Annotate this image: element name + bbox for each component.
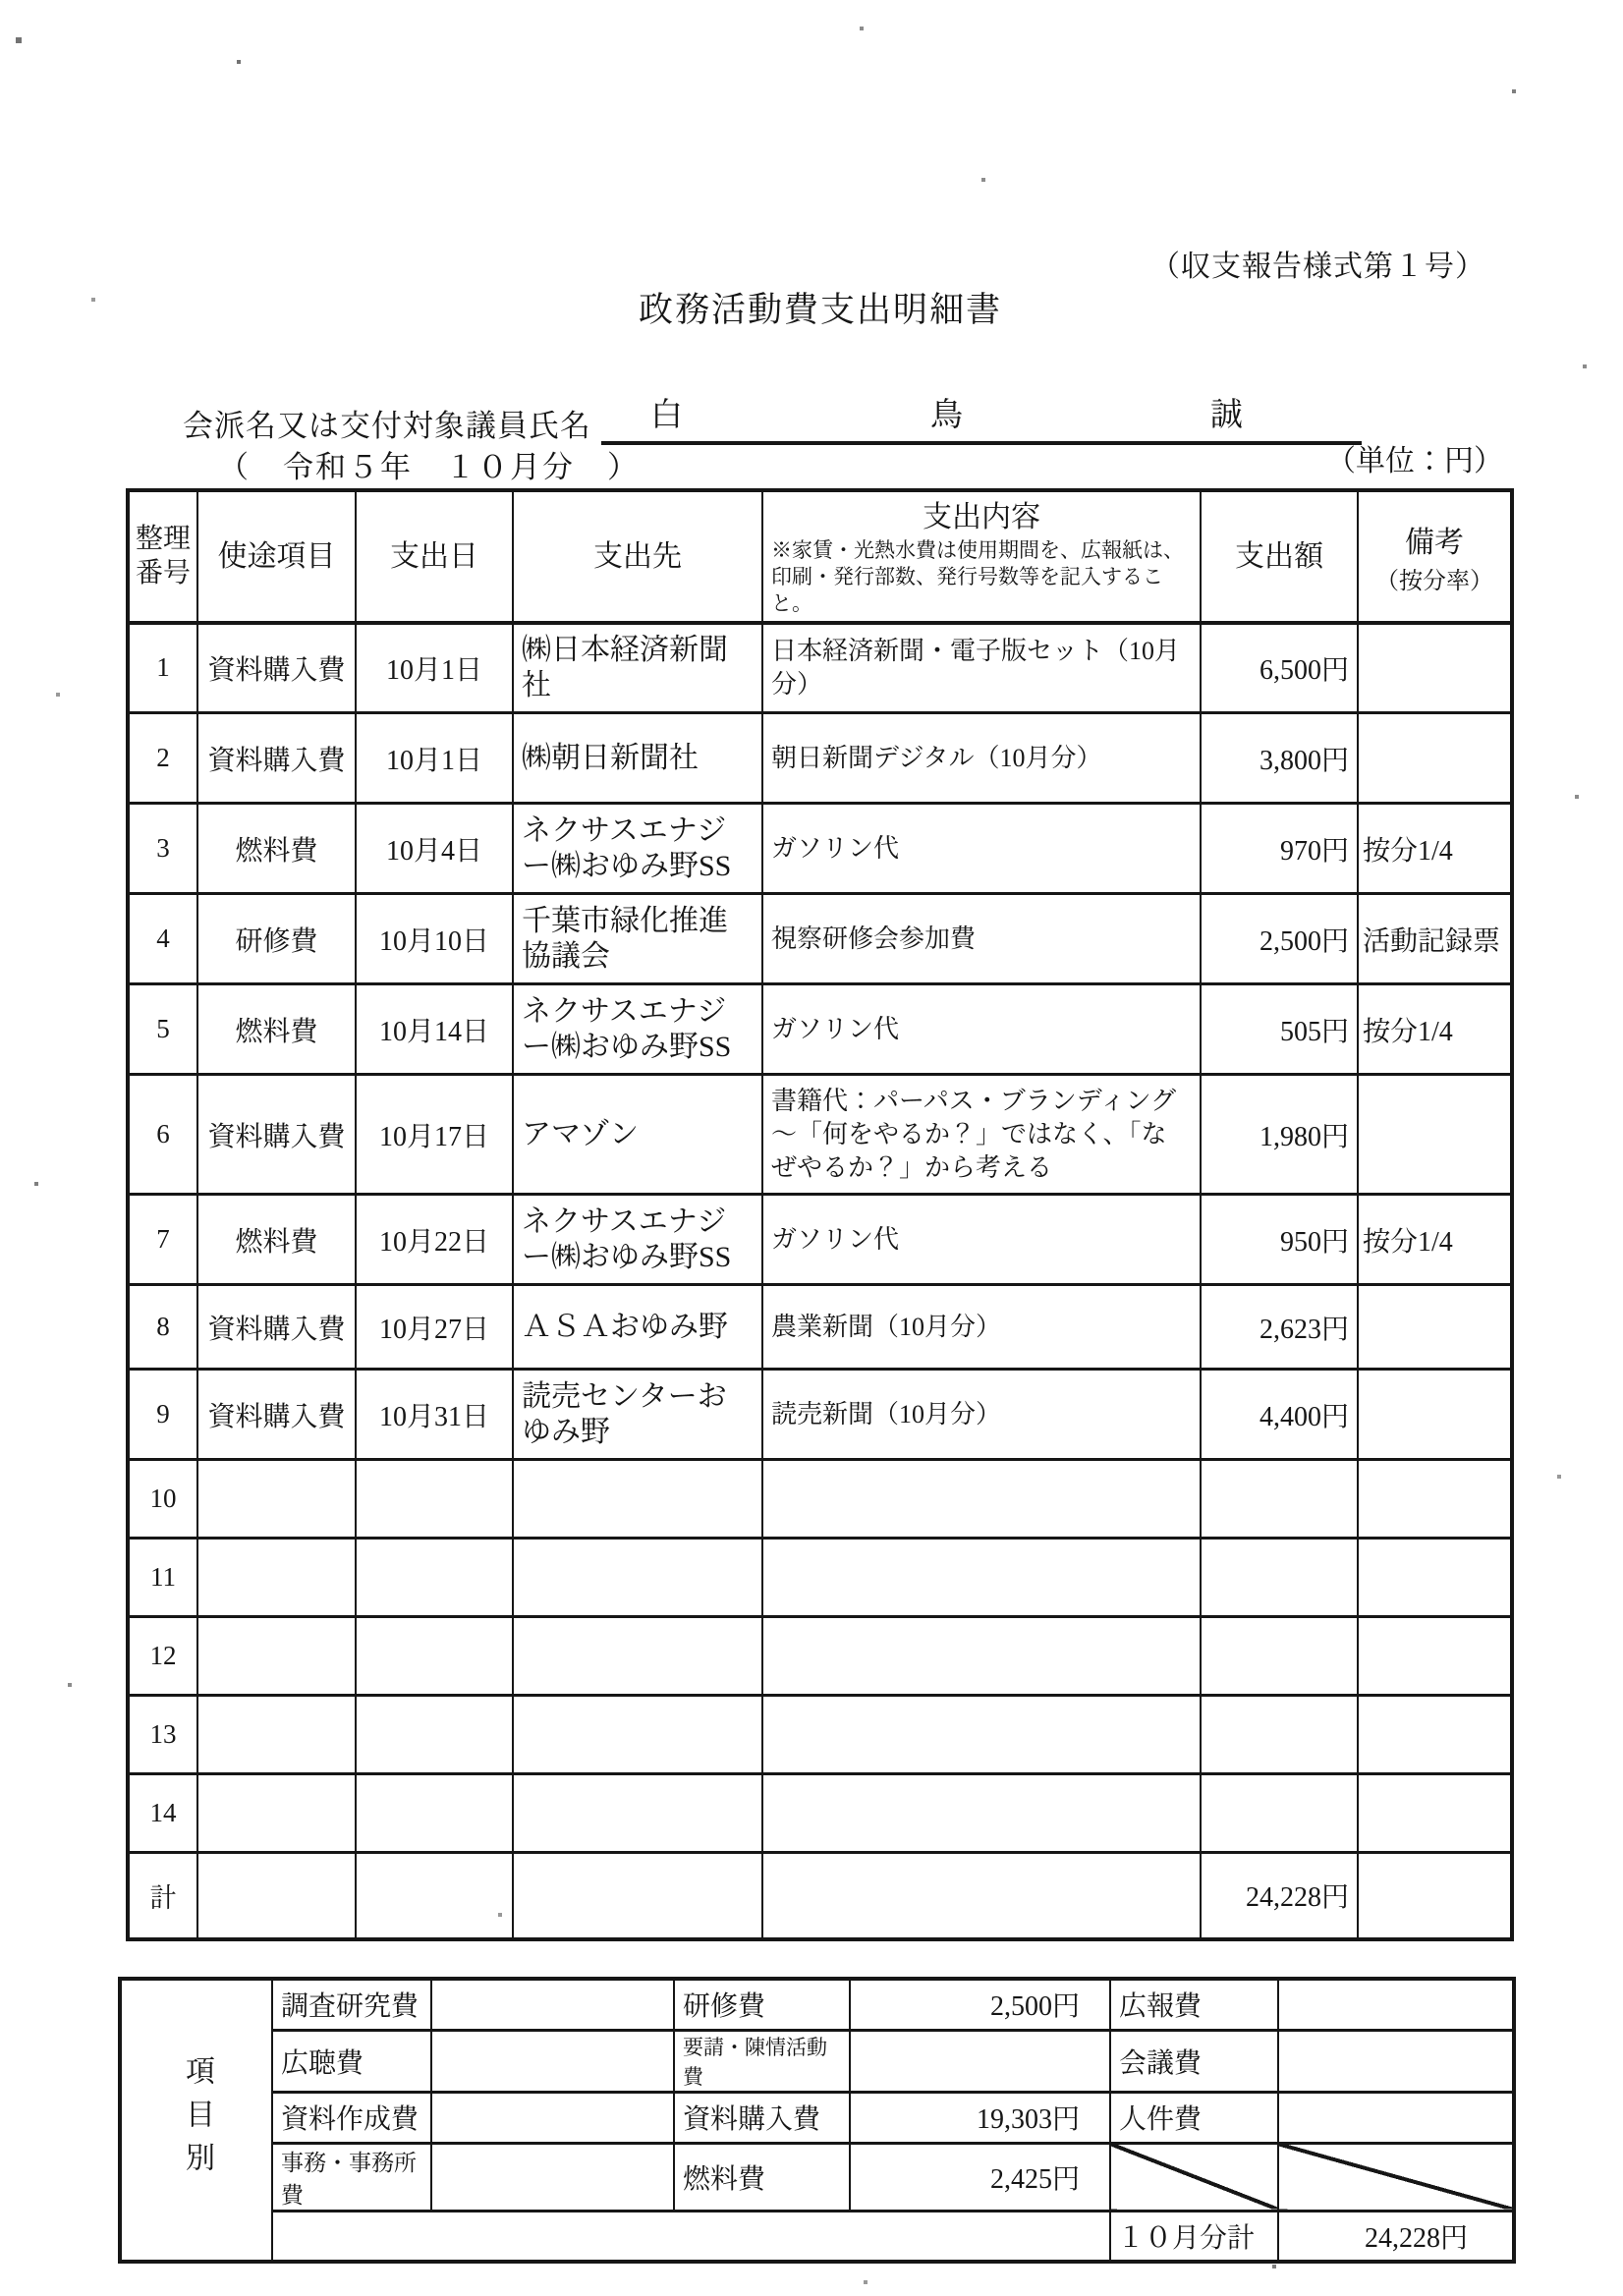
cell-amount: 950円 (1201, 1195, 1358, 1285)
cell-payee (513, 1460, 762, 1539)
cell-amount (1201, 1696, 1358, 1774)
cell-amount: 6,500円 (1201, 623, 1358, 713)
member-name-line (183, 389, 1362, 445)
cell-payee: 読売センターおゆみ野 (513, 1370, 762, 1460)
cell-content: 朝日新聞デジタル（10月分） (762, 713, 1201, 804)
cell-payee: ＡＳＡおゆみ野 (513, 1285, 762, 1370)
cell-remarks: 按分1/4 (1358, 984, 1512, 1075)
cell-category: 資料購入費 (197, 1285, 356, 1370)
summary-row (120, 2143, 1514, 2211)
cell-remarks (1358, 1285, 1512, 1370)
cell-date: 10月27日 (356, 1285, 513, 1370)
cell-category (197, 1617, 356, 1696)
summary-value-cell: 19,303円 (850, 2092, 1110, 2143)
cell-remarks (1358, 1853, 1512, 1939)
cell-date (356, 1460, 513, 1539)
cell-payee: アマゾン (513, 1075, 762, 1195)
summary-label-cell: 会議費 (1110, 2030, 1278, 2092)
header-remarks-sub: （按分率） (1375, 568, 1493, 594)
summary-label-cell: 資料購入費 (674, 2092, 850, 2143)
cell-no: 7 (128, 1195, 197, 1285)
cell-payee: ㈱朝日新聞社 (513, 713, 762, 804)
expense-row (128, 1460, 1512, 1539)
header-remarks (1358, 490, 1512, 623)
cell-content (762, 1853, 1201, 1939)
cell-date: 10月4日 (356, 804, 513, 894)
summary-value-cell (850, 2030, 1110, 2092)
cell-remarks (1358, 623, 1512, 713)
cell-no: 1 (128, 623, 197, 713)
summary-value-cell (1278, 2030, 1514, 2092)
expense-row (128, 1539, 1512, 1617)
cell-date (356, 1617, 513, 1696)
name-char: 誠 (1210, 398, 1244, 433)
expense-table (126, 488, 1514, 1941)
cell-remarks (1358, 1370, 1512, 1460)
member-name-label: 会派名又は交付対象議員氏名 (183, 409, 591, 443)
cell-date: 10月1日 (356, 623, 513, 713)
summary-value-cell (1278, 2092, 1514, 2143)
expense-row (128, 623, 1512, 713)
cell-amount: 4,400円 (1201, 1370, 1358, 1460)
expense-row (128, 1696, 1512, 1774)
cell-payee (513, 1774, 762, 1853)
cell-payee: 千葉市緑化推進協議会 (513, 894, 762, 984)
header-no: 整理番号 (128, 490, 197, 623)
cell-content (762, 1774, 1201, 1853)
scan-noise (0, 0, 2, 2)
category-summary-table (118, 1977, 1516, 2264)
header-amount: 支出額 (1201, 490, 1358, 623)
summary-label-cell: 事務・事務所費 (272, 2143, 431, 2211)
cell-no: 9 (128, 1370, 197, 1460)
summary-row (120, 1979, 1514, 2030)
cell-remarks: 按分1/4 (1358, 804, 1512, 894)
summary-value-cell (431, 2143, 674, 2211)
period-label: （ 令和５年 １０月分 ） (218, 450, 640, 484)
summary-label-cell: 調査研究費 (272, 1979, 431, 2030)
cell-total-amount: 24,228円 (1201, 1853, 1358, 1939)
cell-no: 6 (128, 1075, 197, 1195)
cell-amount (1201, 1460, 1358, 1539)
cell-no: 2 (128, 713, 197, 804)
expense-row (128, 1075, 1512, 1195)
cell-payee: ネクサスエナジー㈱おゆみ野SS (513, 984, 762, 1075)
cell-content: ガソリン代 (762, 804, 1201, 894)
cell-date: 10月17日 (356, 1075, 513, 1195)
expense-row (128, 984, 1512, 1075)
cell-remarks (1358, 1539, 1512, 1617)
summary-value-cell: 2,500円 (850, 1979, 1110, 2030)
name-char: 白 (650, 398, 684, 433)
summary-label-cell: 資料作成費 (272, 2092, 431, 2143)
page-title: 政務活動費支出明細書 (639, 291, 1003, 329)
cell-category (197, 1696, 356, 1774)
cell-content (762, 1460, 1201, 1539)
cell-category: 資料購入費 (197, 623, 356, 713)
name-char: 鳥 (930, 398, 964, 433)
cell-remarks (1358, 713, 1512, 804)
header-payee: 支出先 (513, 490, 762, 623)
expense-row (128, 713, 1512, 804)
cell-category (197, 1460, 356, 1539)
summary-value-cell: 2,425円 (850, 2143, 1110, 2211)
cell-content: 書籍代：パーパス・ブランディング～「何をやるか？」ではなく、「なぜやるか？」から考える (762, 1075, 1201, 1195)
cell-remarks: 活動記録票 (1358, 894, 1512, 984)
summary-row (120, 2092, 1514, 2143)
summary-label-cell: 研修費 (674, 1979, 850, 2030)
cell-date: 10月1日 (356, 713, 513, 804)
cell-payee (513, 1539, 762, 1617)
header-content (762, 490, 1201, 623)
cell-date (356, 1539, 513, 1617)
cell-date: 10月31日 (356, 1370, 513, 1460)
cell-category: 資料購入費 (197, 1075, 356, 1195)
summary-label-cell: 広報費 (1110, 1979, 1278, 2030)
cell-no: 11 (128, 1539, 197, 1617)
cell-category: 研修費 (197, 894, 356, 984)
cell-amount: 1,980円 (1201, 1075, 1358, 1195)
form-number: （収支報告様式第１号） (1150, 251, 1485, 283)
expense-row (128, 1774, 1512, 1853)
cell-no: 12 (128, 1617, 197, 1696)
expense-header-row (128, 490, 1512, 623)
cell-category (197, 1539, 356, 1617)
cell-remarks (1358, 1617, 1512, 1696)
cell-date (356, 1774, 513, 1853)
cell-category: 燃料費 (197, 984, 356, 1075)
cell-amount: 2,623円 (1201, 1285, 1358, 1370)
cell-category (197, 1853, 356, 1939)
cell-content (762, 1539, 1201, 1617)
cell-content: 日本経済新聞・電子版セット（10月分） (762, 623, 1201, 713)
cell-content: ガソリン代 (762, 1195, 1201, 1285)
summary-label-cell: 人件費 (1110, 2092, 1278, 2143)
summary-label-cell: 燃料費 (674, 2143, 850, 2211)
cell-content: 視察研修会参加費 (762, 894, 1201, 984)
cell-remarks: 按分1/4 (1358, 1195, 1512, 1285)
cell-payee (513, 1853, 762, 1939)
cell-payee (513, 1617, 762, 1696)
crossed-out-cell (1278, 2143, 1514, 2211)
cell-no: 13 (128, 1696, 197, 1774)
expense-row (128, 894, 1512, 984)
summary-value-cell (431, 2092, 674, 2143)
cell-remarks (1358, 1774, 1512, 1853)
expense-row (128, 804, 1512, 894)
cell-payee: ネクサスエナジー㈱おゆみ野SS (513, 1195, 762, 1285)
cell-content (762, 1696, 1201, 1774)
cell-date: 10月14日 (356, 984, 513, 1075)
expense-total-row (128, 1853, 1512, 1939)
expense-row (128, 1617, 1512, 1696)
monthly-total-value: 24,228円 (1278, 2211, 1514, 2262)
cell-payee (513, 1696, 762, 1774)
cell-category: 燃料費 (197, 1195, 356, 1285)
summary-label-cell: 広聴費 (272, 2030, 431, 2092)
cell-category (197, 1774, 356, 1853)
cell-amount: 2,500円 (1201, 894, 1358, 984)
summary-value-cell (431, 2030, 674, 2092)
cell-no: 4 (128, 894, 197, 984)
header-content-title: 支出内容 (923, 501, 1040, 533)
cell-date: 10月10日 (356, 894, 513, 984)
cell-amount (1201, 1774, 1358, 1853)
cell-content (762, 1617, 1201, 1696)
cell-date (356, 1853, 513, 1939)
header-date: 支出日 (356, 490, 513, 623)
cell-amount: 3,800円 (1201, 713, 1358, 804)
cell-no: 10 (128, 1460, 197, 1539)
monthly-total-label: １０月分計 (1110, 2211, 1278, 2262)
expense-row (128, 1285, 1512, 1370)
member-name-value (601, 389, 1362, 445)
header-content-note: ※家賃・光熱水費は使用期間を、広報紙は、印刷・発行部数、発行号数等を記入すること。 (771, 538, 1184, 615)
cell-category: 資料購入費 (197, 1370, 356, 1460)
unit-label: （単位：円） (1326, 445, 1503, 477)
cell-category: 資料購入費 (197, 713, 356, 804)
expense-row (128, 1195, 1512, 1285)
cell-total-label: 計 (128, 1853, 197, 1939)
cell-amount (1201, 1539, 1358, 1617)
cell-no: 14 (128, 1774, 197, 1853)
header-remarks-title: 備考 (1405, 526, 1464, 559)
summary-value-cell (1278, 1979, 1514, 2030)
cell-no: 5 (128, 984, 197, 1075)
summary-side-label: 項目別 (120, 1979, 272, 2262)
cell-no: 3 (128, 804, 197, 894)
cell-remarks (1358, 1696, 1512, 1774)
summary-empty-cell (272, 2211, 1110, 2262)
cell-amount: 505円 (1201, 984, 1358, 1075)
cell-content: ガソリン代 (762, 984, 1201, 1075)
cell-content: 読売新聞（10月分） (762, 1370, 1201, 1460)
cell-payee: ㈱日本経済新聞社 (513, 623, 762, 713)
cell-date: 10月22日 (356, 1195, 513, 1285)
expense-row (128, 1370, 1512, 1460)
cell-amount (1201, 1617, 1358, 1696)
summary-value-cell (431, 1979, 674, 2030)
header-category: 使途項目 (197, 490, 356, 623)
summary-label-cell: 要請・陳情活動費 (674, 2030, 850, 2092)
crossed-out-cell (1110, 2143, 1278, 2211)
cell-no: 8 (128, 1285, 197, 1370)
cell-category: 燃料費 (197, 804, 356, 894)
summary-total-row (120, 2211, 1514, 2262)
summary-row (120, 2030, 1514, 2092)
cell-payee: ネクサスエナジー㈱おゆみ野SS (513, 804, 762, 894)
cell-amount: 970円 (1201, 804, 1358, 894)
cell-remarks (1358, 1075, 1512, 1195)
cell-date (356, 1696, 513, 1774)
cell-remarks (1358, 1460, 1512, 1539)
cell-content: 農業新聞（10月分） (762, 1285, 1201, 1370)
